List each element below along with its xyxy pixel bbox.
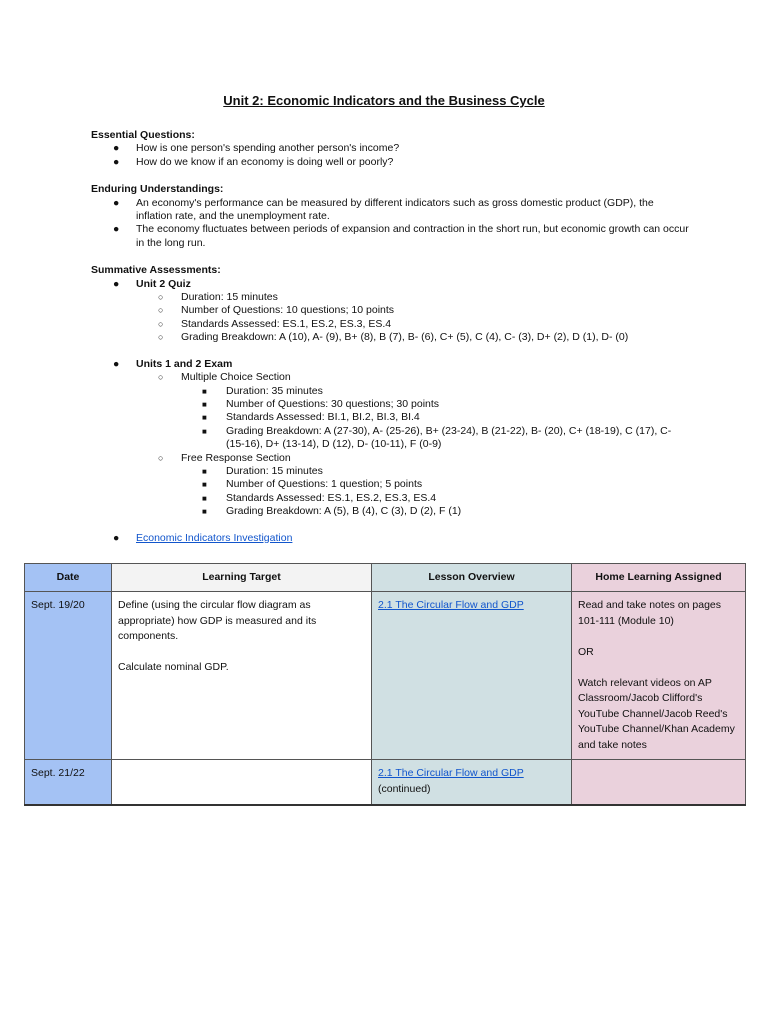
bullet-icon: ● bbox=[113, 357, 120, 370]
bullet-icon: ● bbox=[113, 531, 120, 544]
essential-questions-heading: Essential Questions: bbox=[91, 129, 195, 141]
lesson-plan-table bbox=[24, 563, 746, 806]
list-item: ● How do we know if an economy is doing well or poorly? bbox=[113, 155, 394, 168]
bullet-icon: ● bbox=[113, 223, 120, 236]
list-item: ■ Duration: 15 minutes bbox=[202, 464, 323, 477]
enduring-understandings-list bbox=[91, 197, 691, 251]
lesson-overview-cell bbox=[372, 760, 572, 806]
square-bullet-icon: ■ bbox=[202, 386, 207, 396]
list-item: ■ Number of Questions: 30 questions; 30 points bbox=[202, 397, 440, 410]
list-item: ■ Number of Questions: 1 question; 5 points bbox=[202, 478, 423, 491]
circle-bullet-icon: ○ bbox=[158, 332, 164, 343]
lesson-link[interactable]: 2.1 The Circular Flow and GDP bbox=[378, 599, 524, 611]
table-row bbox=[25, 592, 746, 760]
investigation-item bbox=[91, 532, 691, 545]
quiz-item bbox=[91, 278, 691, 345]
summative-assessments-heading: Summative Assessments: bbox=[91, 264, 221, 277]
investigation-link[interactable]: Economic Indicators Investigation bbox=[136, 531, 293, 544]
essential-questions-list bbox=[91, 142, 691, 169]
header-learning-target: Learning Target bbox=[112, 564, 372, 592]
list-item bbox=[136, 452, 691, 519]
quiz-title: Unit 2 Quiz bbox=[136, 277, 191, 290]
page-title: Unit 2: Economic Indicators and the Business Cycle bbox=[223, 93, 545, 108]
circle-bullet-icon: ○ bbox=[158, 318, 164, 329]
unit-overview bbox=[91, 129, 691, 545]
list-item: ○ Duration: 15 minutes bbox=[158, 291, 278, 304]
list-item: ● The economy fluctuates between periods of expansion and contraction in the short run, but economic growth can occur in the long run. bbox=[113, 223, 689, 249]
list-item: ● How is one person's spending another person's income? bbox=[113, 142, 400, 155]
square-bullet-icon: ■ bbox=[202, 413, 207, 423]
circle-bullet-icon: ○ bbox=[158, 372, 164, 383]
bullet-icon: ● bbox=[113, 277, 120, 290]
home-learning-cell: Read and take notes on pages 101-111 (Module 10) OR Watch relevant videos on AP Classroom/Jacob Clifford's YouTube Channel/Jacob Reed's YouTube Channel/Khan Academy and take notes bbox=[572, 592, 746, 760]
header-date: Date bbox=[25, 564, 112, 592]
square-bullet-icon: ■ bbox=[202, 426, 207, 436]
list-item: ■ Standards Assessed: ES.1, ES.2, ES.3, ES.4 bbox=[202, 491, 437, 504]
square-bullet-icon: ■ bbox=[202, 507, 207, 517]
list-item: ■ Grading Breakdown: A (5), B (4), C (3), D (2), F (1) bbox=[202, 505, 462, 518]
exam-sections bbox=[136, 371, 691, 518]
list-item bbox=[136, 371, 691, 451]
table-row bbox=[25, 760, 746, 806]
square-bullet-icon: ■ bbox=[202, 480, 207, 490]
square-bullet-icon: ■ bbox=[202, 493, 207, 503]
exam-item bbox=[91, 358, 691, 519]
header-lesson-overview: Lesson Overview bbox=[372, 564, 572, 592]
circle-bullet-icon: ○ bbox=[158, 292, 164, 303]
list-item: ○ Grading Breakdown: A (10), A- (9), B+ (8), B (7), B- (6), C+ (5), C (4), C- (3), D+ (2), D (1), D- (0) bbox=[158, 331, 629, 344]
enduring-understandings-heading: Enduring Understandings: bbox=[91, 183, 224, 196]
mc-section-title: Multiple Choice Section bbox=[181, 371, 291, 384]
circle-bullet-icon: ○ bbox=[158, 452, 164, 463]
exam-title: Units 1 and 2 Exam bbox=[136, 357, 233, 370]
list-item: ○ Number of Questions: 10 questions; 10 points bbox=[158, 304, 395, 317]
square-bullet-icon: ■ bbox=[202, 466, 207, 476]
mc-details bbox=[181, 385, 691, 452]
lesson-overview-cell bbox=[372, 592, 572, 760]
lesson-note: (continued) bbox=[378, 782, 431, 795]
circle-bullet-icon: ○ bbox=[158, 305, 164, 316]
quiz-details bbox=[136, 291, 691, 345]
bullet-icon: ● bbox=[113, 196, 120, 209]
home-learning-cell bbox=[572, 760, 746, 806]
list-item: ■ Standards Assessed: BI.1, BI.2, BI.3, BI.4 bbox=[202, 411, 420, 424]
learning-target-cell: Define (using the circular flow diagram as appropriate) how GDP is measured and its components. Calculate nominal GDP. bbox=[112, 592, 372, 760]
date-cell: Sept. 19/20 bbox=[25, 592, 112, 760]
summative-assessments-list bbox=[91, 278, 691, 545]
square-bullet-icon: ■ bbox=[202, 399, 207, 409]
bullet-icon: ● bbox=[113, 142, 120, 155]
header-home-learning: Home Learning Assigned bbox=[572, 564, 746, 592]
list-item: ● An economy's performance can be measured by different indicators such as gross domestic product (GDP), the inflation rate, and the unemployment rate. bbox=[113, 196, 654, 223]
table-header-row bbox=[25, 564, 746, 592]
fr-section-title: Free Response Section bbox=[181, 451, 291, 464]
learning-target-cell bbox=[112, 760, 372, 806]
list-item: ○ Standards Assessed: ES.1, ES.2, ES.3, ES.4 bbox=[158, 317, 392, 330]
date-cell: Sept. 21/22 bbox=[25, 760, 112, 806]
list-item: ■ Grading Breakdown: A (27-30), A- (25-26), B+ (23-24), B (21-22), B- (20), C+ (18-19), C (17), C- (15-16), D+ (13-14), D (12), D- (10-11), F (0-9) bbox=[202, 424, 672, 451]
fr-details bbox=[181, 465, 691, 519]
list-item: ■ Duration: 35 minutes bbox=[202, 384, 323, 397]
lesson-link[interactable]: 2.1 The Circular Flow and GDP bbox=[378, 767, 524, 779]
bullet-icon: ● bbox=[113, 155, 120, 168]
